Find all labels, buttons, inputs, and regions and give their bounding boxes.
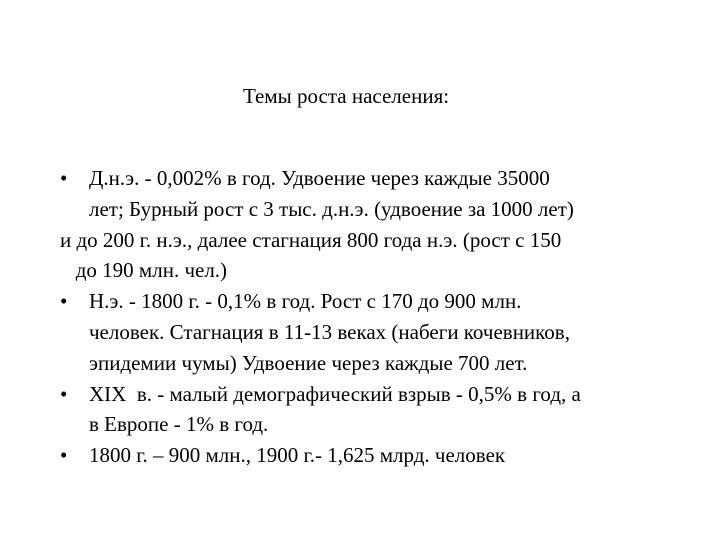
bullet-icon: • xyxy=(60,289,68,314)
slide-title: Темы роста населения: xyxy=(243,84,450,108)
bullet-icon: • xyxy=(60,381,68,406)
text-line: XIX в. - малый демографический взрыв - 0,5% в год, а xyxy=(89,381,581,406)
text-line: в Европе - 1% в год. xyxy=(89,412,269,437)
text-line: лет; Бурный рост с 3 тыс. д.н.э. (удвоение за 1000 лет) xyxy=(89,196,574,221)
text-line: 1800 г. – 900 млн., 1900 г.- 1,625 млрд. человек xyxy=(89,443,506,468)
bullet-item-ad xyxy=(60,286,680,378)
bullet-item-1800-1900 xyxy=(60,440,680,471)
text-line: человек. Стагнация в 11-13 веках (набеги кочевников, xyxy=(89,319,570,344)
text-line: и до 200 г. н.э., далее стагнация 800 года н.э. (рост с 150 xyxy=(60,227,562,252)
continuation-paragraph xyxy=(60,225,680,287)
text-line: Н.э. - 1800 г. - 0,1% в год. Рост с 170 до 900 млн. xyxy=(89,289,522,314)
text-line: до 190 млн. чел.) xyxy=(60,258,228,283)
bullet-item-19th-century xyxy=(60,379,680,441)
text-line: эпидемии чумы) Удвоение через каждые 700 лет. xyxy=(89,350,528,375)
bullet-icon: • xyxy=(60,443,68,468)
bullet-icon: • xyxy=(60,166,68,190)
bullet-item-bc xyxy=(60,163,680,225)
text-line: Д.н.э. - 0,002% в год. Удвоение через каждые 35000 xyxy=(89,166,550,190)
slide-body xyxy=(60,163,680,471)
